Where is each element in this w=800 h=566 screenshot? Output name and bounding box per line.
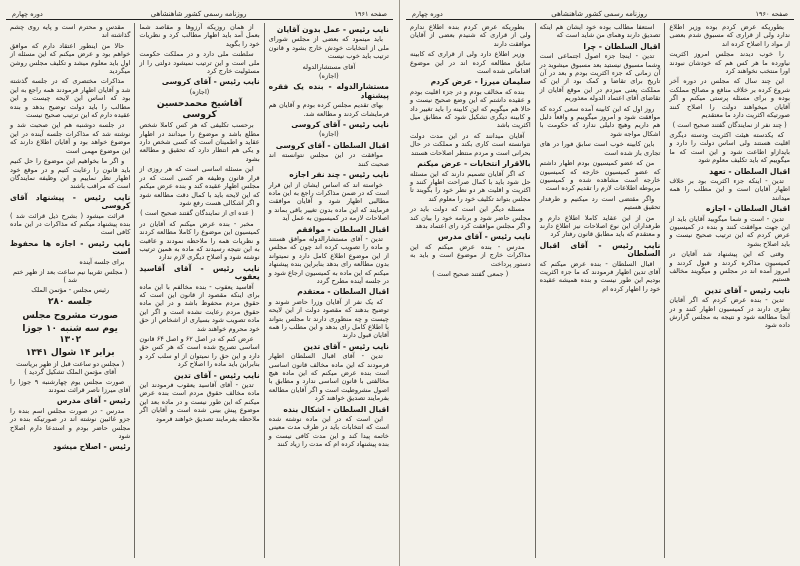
note-line: ( مجلس تقریبا نیم ساعت بعد از ظهر ختم شد ) — [12, 267, 128, 285]
paragraph: مذاکرات مختصری که در جلسه گذشته شد و آقایان اظهار فرمودند همه راجع به این بود که اساس این لایحه چیست و این مطالب را باید دولت توضیح بدهد و بنده عقیده دارم که این ترتیب صحیح نیست — [10, 77, 131, 120]
paragraph: آقایان میدانند که در این مدت دولت نتوانسته است کاری بکند و مملکت در حال بحرانی است و مردم منتظر اصلاحات هستند — [409, 131, 531, 157]
speaker-line: اقبال السلطان - اشکال بنده — [283, 404, 389, 414]
speaker-line: نایب رئیس - اجازه ها محفوظ است — [10, 238, 131, 257]
section-heading: یوم سه شنبه ۱۰ جوزا ۱۳۰۲ — [22, 324, 118, 345]
page-number: صفحه ۱۹۶۰ — [755, 10, 788, 18]
paragraph: این چند سال که مجلس در دوره آخر شروع کرده بر خلاف منافع و مصالح مملکت بوده و برای مسئله پرستی میکنم و اگر آقایان میخواهند دولت را اصلاح کنند صورتیکه اکثریت دارد ما معتقدیم — [669, 77, 790, 120]
paragraph: و اگر ما بخواهیم این موضوع را حل کنیم باید قانون را رعایت کنیم و در موقع خود اظهار نظر نماییم و این وظیفه نمایندگان است که مراقب باشند — [10, 157, 131, 191]
section-heading: آقاشیخ محمدحسین کروسی — [156, 99, 243, 120]
section-heading: برابر ۱۴ شوال ۱۳۴۱ — [25, 348, 115, 359]
paragraph: مدرس - بنده عرض میکنم که این مذاکرات خارج از موضوع است و باید به دستور پرداخت — [409, 242, 531, 268]
speaker-line: نایب رئیس - آقای اقبال السلطان — [539, 240, 661, 259]
paragraph: من که عضو کمیسیون بودم اظهار داشتم که عضو کمیسیون خارجه که کمیسیون خارجه است مشاهده شده و کمیسیون مربوطه اطلاعات لازم را تقدیم کرده است — [539, 159, 661, 193]
note-line: آقای مستشارالدوله — [302, 62, 356, 71]
note-line: رئیس مجلس - مؤتمن الملک — [31, 285, 110, 294]
note-line: ( چند نفر از نمایندگان گفتند صحیح است ) — [672, 121, 787, 130]
columns — [406, 23, 794, 558]
paragraph: تدین - آقای آقاسید یعقوب فرمودند این ماده مخالف حقوق مردم است بنده عرض میکنم که این طور نیست و در ماده بعد این موضوع پیش بینی شده است و آقایان اگر ملاحظه بفرمایند تصدیق خواهند فرمود — [139, 381, 260, 423]
speaker-line: اقبال السلطان - معتقدم — [297, 287, 389, 297]
text-column — [536, 23, 666, 558]
paragraph: قرائت میشود ( بشرح ذیل قرائت شد ) بنده پیشنهاد میکنم که مذاکرات در این ماده کافی است — [10, 211, 131, 237]
speaker-line: نایب رئیس - آقای کروسی — [291, 120, 389, 130]
paragraph: روز اول که این کابینه آمده سعی کرده که موافقت شود و امروز میگوییم و واقعاً دلیل هم داریم وهیچ دلیلی ندارد که حکومت با اشکال مواجه شود — [539, 104, 661, 138]
paragraph: بهای تقدیم مجلس کرده بودم و آقایان هم فرمایشات کردند و مطالعه شد. — [268, 101, 389, 118]
speaker-line: رئیس - اصلاح میشود — [52, 442, 131, 452]
volume-label: دوره چهارم — [412, 10, 443, 18]
paragraph: تدین - اینکه جزء اکثریت بود بر خلاف اظهار آقایان است و این مطلب را همه میدانند — [669, 176, 790, 202]
page-right — [400, 0, 800, 566]
text-column — [665, 23, 794, 558]
paragraph: عرض کنم که در اصل ۶۲ و اصل ۶۴ قانون اساسی تصریح شده است که هر کس حق دارد و این حق را نمیتوان از او سلب کرد و بنابراین باید ماده را اصلاح کرد — [139, 335, 260, 369]
speaker-line: رئیس - آقای مدرس — [56, 396, 131, 406]
page-header — [6, 6, 393, 18]
paragraph: آقاسید یعقوب - بنده مخالفم با این ماده برای اینکه مقصود از قانون این است که حقوق مردم محفوظ باشد و در این ماده حقوق مردم رعایت نشده است و اگر این ماده تصویب شود بسیاری از اشخاص از حق خود محروم خواهند شد — [139, 282, 260, 333]
page-number: صفحه ۱۹۶۱ — [354, 10, 387, 18]
paragraph: مقدس و محترم است و پایه روی چشم گذاشته اند — [10, 23, 131, 40]
speaker-line: نایب رئیس - عمل بدون آقایان — [276, 25, 389, 34]
paragraph: تدین - است و شما میگویید آقایان باید از این جهت موافقت کنند و بنده در کمیسیون عرض کردم که این ترتیب صحیح نیست و باید اصلاح بشود — [669, 214, 790, 248]
paragraph: این است که در این ماده نوشته شده است که انتخابات باید در ظرف مدت معینی خاتمه پیدا کند و این مدت کافی نیست و بنده پیشنهاد کرده ام که مدت را زیاد کنند — [268, 415, 389, 449]
speaker-line: نایب رئیس - آقای مدرس — [437, 232, 531, 242]
paragraph: اقبال السلطان - بنده عرض میکنم که آقای تدین اظهار فرمودند که ما جزء اکثریت بودیم این طور نیست و بنده همیشه عقیده خود را اظهار کرده ام — [539, 259, 661, 293]
page-header — [406, 6, 794, 18]
volume-label: دوره چهارم — [12, 10, 43, 18]
speaker-line: سلیمان میرزا - عرض کردم — [430, 77, 531, 87]
paragraph: که یکدسته هیئت اکثریت ودسته دیگری اقلیت هستند ولی اساس دولت را دارد و بایدازاو اطاعت شود و این است که ما میگوییم که باید تکلیف معلوم شود — [669, 130, 790, 165]
newspaper-title: روزنامه رسمی کشور شاهنشاهی — [150, 10, 247, 18]
paragraph: برحسب تکلیفی که هر کس کاملا شخص مطلع باشد و موضوع را میدانند در اظهار عقاید و اطمینان است که کسی شخص دارد و یکی هم انتظار دارد که تحقیق و مطالعه بشود — [139, 121, 260, 163]
paragraph: باین کابینه خوب است سابق فورا در های تجاری باز شده است — [539, 140, 661, 157]
paragraph: تدین - اینجا جزء اصول اجتماعی است وشما مسبوق نیستید بعد مسبوق میشوید در آن زمانی که جزء اکثریت بودم و بعد در آن تاریخ برای تقاضا و کمک بود از این که مملکت یعنی میزدم در این موقع آقایان از تقاضای آقای اعتماد الدوله معذوریم — [539, 52, 661, 103]
paragraph: حالا من اینطور اعتقاد دارم که موافق خواهم بود و عرض میکنم که این مسئله از اول باید معلوم میشد و تکلیف مجلس روشن میگردید — [10, 41, 131, 76]
paragraph: صورت مجلس یوم چهارشنبه ۹ جوزا را آقای میرزا ناصر قرائت نمودند — [10, 377, 131, 394]
speaker-line: نایب رئیس - آقای تدین — [704, 285, 790, 295]
speaker-line: بالاقرار انتخابات - عرض میکنم — [417, 159, 531, 169]
paragraph: برای جلسه آینده — [79, 257, 125, 266]
speaker-line: اقبال السلطان - چرا — [583, 41, 661, 51]
paragraph: بطوریکه عرض کردم بوده وزیر اطلاع ندارد ولی از قراری که مسبوق شدم بعضی از مواد را اصلاح کرده اند — [669, 23, 790, 48]
columns — [6, 23, 393, 558]
paragraph: ( عده ای از نمایندگان گفتند صحیح است ) — [140, 209, 254, 218]
paragraph: که یک نفر از آقایان وزرا حاضر شوند و توضیح بدهند که مقصود دولت از این لایحه چیست و چه منظوری دارند تا مجلس بتواند با اطلاع کامل رای بدهد و این مطلب را همه آقایان قبول دارند — [268, 297, 389, 340]
paragraph: این مسئله اساسی است که هر روزی از قرار قانون وظیفه هر کسی است که در مجلس اظهار عقیده کند و بنده عرض میکنم که این لایحه باید با کمال دقت مطالعه شود و اگر اشکالی هست رفع شود — [139, 165, 260, 207]
paragraph: سلطنت ملی دارد و در مملکت حکومت ملی است و این ترتیب نمیشود دولتی را از مسئولیت خارج کرد — [139, 50, 260, 76]
note-line: ( جمعی گفتند صحیح است ) — [432, 269, 509, 278]
paragraph: وزیر اطلاع دارد ولی از قراری که کابینه سابق مطالعه کرده اند در این موضوع اقداماتی شده است — [409, 50, 531, 76]
text-column — [135, 23, 264, 558]
speaker-line: اقبال السلطان - موافقم — [296, 224, 389, 234]
speaker-line: اقبال السلطان - تعهد — [709, 166, 790, 176]
speaker-line: نایب رئیس - آقای تدین — [173, 370, 260, 380]
paragraph: واگر مقتضی است رد میکنیم و طرفدار تحقیق هستیم — [539, 194, 661, 212]
paragraph: بطوریکه عرض کردم بنده اطلاع ندارم ولی از قراری که شنیدم بعضی از آقایان موافقت دارند — [409, 23, 531, 48]
header-rule — [406, 19, 794, 20]
paragraph: را خوب دیدند مجلس امروز اکثریت نیاورده ما هر کس هم که خودشان نبودند اورا منتخب نخواهند کرد — [669, 50, 790, 76]
paragraph: بنده که مخالف بودم و در جزء اقلیت بودم و عقیده داشتم که این وضع صحیح نیست و حالا هم میگویم که این کابینه را باید تغییر داد و کابینه دیگری تشکیل شود که مطابق میل اکثریت باشد — [409, 87, 531, 130]
note-line: (اجازه) — [318, 72, 339, 81]
speaker-line: اقبال السلطان - اجازه — [706, 204, 790, 214]
speaker-line: مستشارالدوله - بنده یک فقره پیشنهاد — [268, 82, 389, 100]
paragraph: در جلسه دوشنبه هم این صحبت شد و نوشته شد که مذاکرات جلسه آینده در این موضوع خواهد بود و آقایان اطلاع دارند که این موضوع مهمی است — [10, 121, 131, 155]
note-line: (اجازه) — [189, 87, 210, 96]
note-line: (اجازه) — [318, 130, 339, 139]
speaker-line: نایب رئیس - آقای تدین — [303, 341, 389, 351]
text-column — [265, 23, 393, 558]
paragraph: تدین - آقای مستشارالدوله موافق هستند و ماده را تصویب کرده اند چون که مجلس از این موضوع اطلاع کامل دارد و نمیتواند بدون مطالعه رای بدهد بنابراین بنده پیشنهاد میکنم که این ماده به کمیسیون ارجاع شود و در جلسه آینده مطرح گردد — [268, 234, 389, 285]
paragraph: تدین - بنده عرض کردم که اگر آقایان نظری دارند در کمیسیون اظهار کنند و در آنجا مطالعه شود و نتیجه به مجلس گزارش داده شود — [669, 296, 790, 330]
note-line: ( مجلس دو ساعت قبل از ظهر بریاست آقای مؤتمن الملک تشکیل گردید ) — [16, 359, 125, 377]
paragraph: تدین - آقای اقبال السلطان اظهار فرمودند که این ماده مخالف قانون اساسی است بنده عرض میکنم که این ماده هیچ مخالفتی با قانون اساسی ندارد و مطابق با اصول مشروطیت است و اگر آقایان مطالعه بفرمایند تصدیق خواهند کرد — [268, 352, 389, 403]
section-heading: صورت مشروح مجلس — [22, 310, 119, 321]
section-heading: جلسه ۲۸۰ — [47, 297, 93, 308]
speaker-line: نایب رئیس - آقای کروسی — [161, 77, 260, 87]
text-column — [6, 23, 135, 558]
speaker-line: اقبال السلطان - آقای کروسی — [275, 140, 389, 150]
paragraph: موافقت در این مجلس نتوانسته اند صحبت کنند — [268, 151, 389, 168]
header-rule — [6, 19, 393, 20]
speaker-line: نایب رئیس - پیشنهاد آقای کروسی — [10, 192, 131, 211]
paragraph: که اگر آقایان تصمیم دارند که این مسئله حل شود باید با کمال صراحت اظهار کنند و اکثریت و اقلیت هر دو نظر خود را بگویند تا مجلس بتواند تکلیف خود را معلوم کند — [409, 169, 531, 203]
paragraph: من از این عقاید کاملا اطلاع دارم و طرفداران این نوع اصلاحات نیز اطلاع دارند و معتقدم که باید مطابق قانون رفتار کرد — [539, 213, 661, 239]
speaker-line: نایب رئیس - چند نفر اجازه — [289, 170, 389, 180]
paragraph: مدرس - در صورت مجلس اسم بنده را جزو غائبین نوشته اند در صورتیکه بنده در مجلس حاضر بودم و استدعا دارم اصلاح شود — [10, 406, 131, 440]
paragraph: استعفا مطالب بوده خود ایشان هم اینکه تصدیق دارند وهمای من شاید است که — [539, 23, 661, 40]
paragraph: از همان روزیکه آرزوها و مقاصد شما بعمل آمد باید اظهار مطالب کرد و نظریات خود را بگوید — [139, 23, 260, 48]
paragraph: مسئله دیگر این است که دولت باید در مجلس حاضر شود و برنامه خود را بیان کند و اگر مجلس موافقت کرد رای اعتماد بدهد — [409, 205, 531, 230]
text-column — [406, 23, 536, 558]
paragraph: وقتی که این پیشنهاد شد آقایان در کمیسیون مذاکره کردند و قبول کردند و امروز آمده اند در مجلس و میگویند مخالف هستیم — [669, 250, 790, 284]
newspaper-title: روزنامه رسمی کشور شاهنشاهی — [551, 10, 648, 18]
paragraph: مخبر - بنده عرض میکنم که آقایان در کمیسیون این موضوع را کاملا مطالعه کردند و نظریات همه را ملاحظه نمودند و عاقبت به این نتیجه رسیدند که ماده به همین ترتیب نوشته شود و اصلاح دیگری لازم ندارد — [139, 219, 260, 262]
paragraph: خواسته اند که اساس ایشان از این قرار است که در ضمن مذاکرات راجع به این ماده مطالبی اظهار شود و آقایان موافقت فرمایند که این ماده بدون تغییر باقی بماند و اصلاحات لازمه در کمیسیون به عمل آید — [268, 180, 389, 223]
paragraph: باید مینمود که بعضی از مجلس شورای ملی از انتخابات خودش خارج بشود و قانون ترتیب باید خوب نیست — [268, 35, 389, 61]
speaker-line: نایب رئیس - آقای آقاسید یعقوب — [139, 263, 260, 282]
